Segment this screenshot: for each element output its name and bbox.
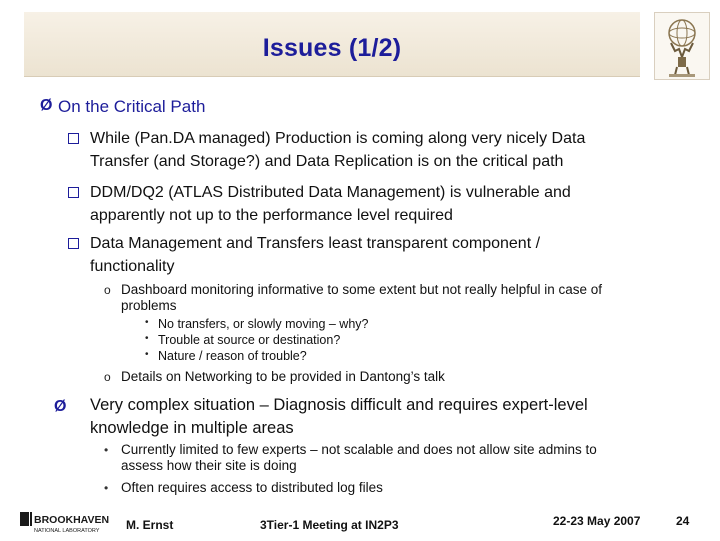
list-item: No transfers, or slowly moving – why? bbox=[158, 317, 369, 331]
list-item bbox=[90, 181, 670, 227]
list-item-line: Currently limited to few experts – not scalable and does not allow site admins to bbox=[121, 442, 597, 457]
svg-text:NATIONAL LABORATORY: NATIONAL LABORATORY bbox=[34, 528, 100, 534]
list-item bbox=[90, 232, 670, 278]
list-item-line: While (Pan.DA managed) Production is coming along very nicely Data bbox=[90, 130, 586, 147]
square-bullet-icon bbox=[68, 187, 79, 198]
footer-date: 22-23 May 2007 bbox=[553, 514, 641, 528]
list-item: Trouble at source or destination? bbox=[158, 333, 341, 347]
list-item-line: problems bbox=[121, 298, 177, 313]
list-item-line: Data Management and Transfers least transparent component / bbox=[90, 235, 541, 252]
list-item-line: Very complex situation – Diagnosis difficult and requires expert-level bbox=[90, 396, 588, 414]
brookhaven-logo-icon bbox=[20, 510, 116, 536]
arrow-bullet-icon: Ø bbox=[40, 97, 53, 114]
list-item-line: assess how their site is doing bbox=[121, 458, 297, 473]
arrow-bullet-icon: Ø bbox=[54, 398, 67, 415]
footer-meeting: 3Tier-1 Meeting at IN2P3 bbox=[260, 518, 399, 532]
list-item-line: knowledge in multiple areas bbox=[90, 419, 294, 437]
circle-bullet-icon: o bbox=[104, 370, 111, 384]
list-item-line: Details on Networking to be provided in Dantong’s talk bbox=[121, 369, 445, 384]
list-item bbox=[121, 480, 706, 496]
dot-bullet-icon: • bbox=[145, 333, 149, 344]
page-number: 24 bbox=[676, 514, 690, 528]
list-item bbox=[90, 127, 670, 173]
title-bar bbox=[24, 12, 640, 77]
critical-path-heading: On the Critical Path bbox=[58, 97, 206, 116]
dot-bullet-icon: • bbox=[104, 481, 109, 495]
dot-bullet-icon: • bbox=[104, 443, 109, 457]
svg-text:BROOKHAVEN: BROOKHAVEN bbox=[34, 514, 110, 526]
atlas-figure-icon bbox=[655, 13, 709, 79]
slide-title: Issues (1/2) bbox=[262, 34, 402, 62]
list-item-line: Transfer (and Storage?) and Data Replication is on the critical path bbox=[90, 153, 564, 170]
square-bullet-icon bbox=[68, 133, 79, 144]
complex-situation-text bbox=[90, 394, 670, 440]
list-item-line: apparently not up to the performance level required bbox=[90, 207, 453, 224]
square-bullet-icon bbox=[68, 238, 79, 249]
list-item-line: Dashboard monitoring informative to some extent but not really helpful in case of bbox=[121, 282, 603, 297]
brookhaven-logo bbox=[20, 510, 116, 541]
list-item-line: functionality bbox=[90, 258, 175, 275]
list-item bbox=[121, 369, 706, 385]
dot-bullet-icon: • bbox=[145, 349, 149, 360]
dot-bullet-icon: • bbox=[145, 317, 149, 328]
list-item: Nature / reason of trouble? bbox=[158, 349, 307, 363]
list-item bbox=[121, 282, 706, 314]
list-item bbox=[121, 442, 706, 474]
list-item-line: Often requires access to distributed log files bbox=[121, 480, 383, 495]
list-item-line: DDM/DQ2 (ATLAS Distributed Data Management) is vulnerable and bbox=[90, 184, 571, 201]
circle-bullet-icon: o bbox=[104, 283, 111, 297]
atlas-logo bbox=[654, 12, 710, 80]
footer-author: M. Ernst bbox=[126, 518, 174, 532]
